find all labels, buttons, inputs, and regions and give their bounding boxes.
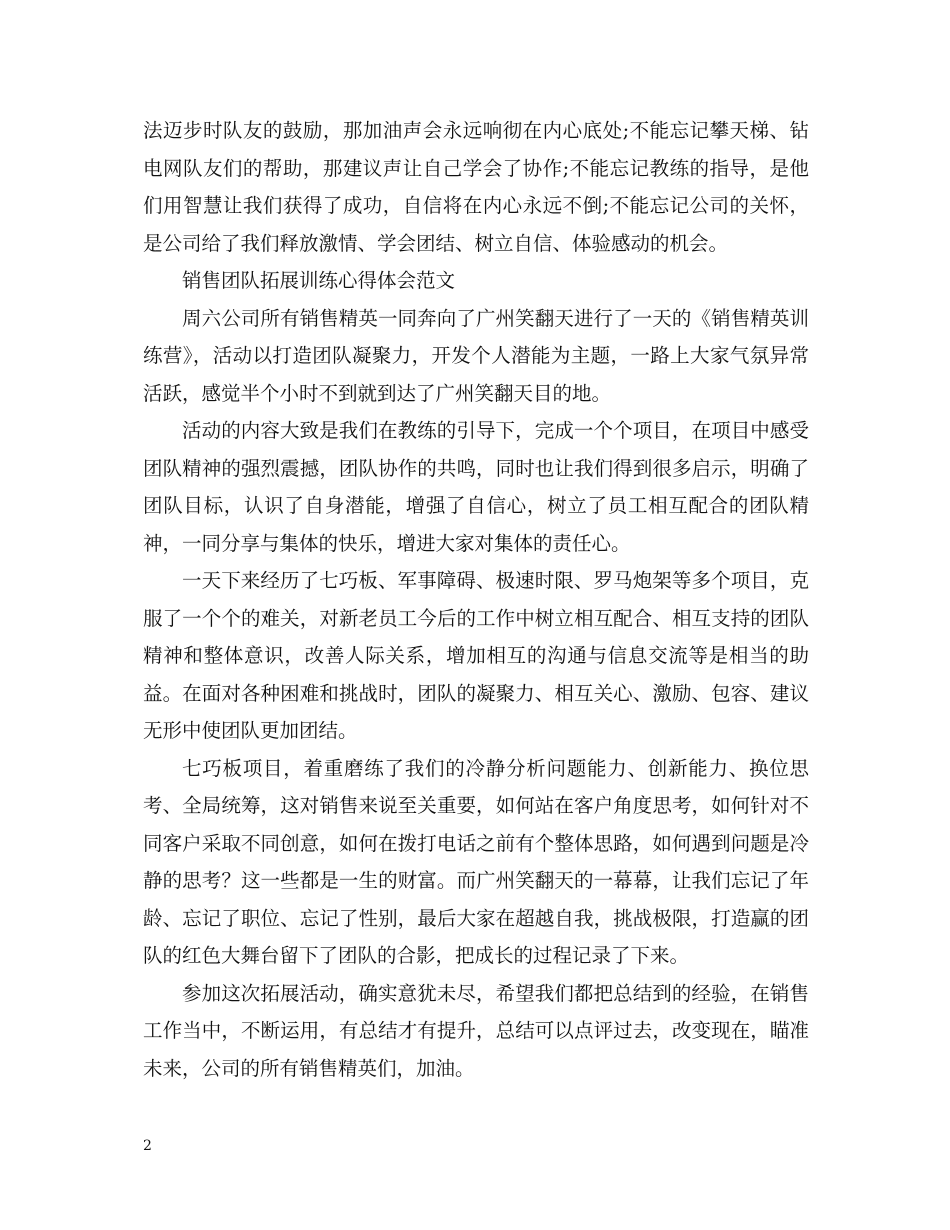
paragraph-projects: 一天下来经历了七巧板、军事障碍、极速时限、罗马炮架等多个项目，克服了一个个的难关，对新老员工今后的工作中树立相互配合、相互支持的团队精神和整体意识，改善人际关系，增加相互的沟通与信息交流等是相当的助益。在面对各种困难和挑战时，团队的凝聚力、相互关心、激励、包容、建议无形中使团队更加团结。 xyxy=(143,569,809,742)
paragraph-activity-content: 活动的内容大致是我们在教练的引导下，完成一个个项目，在项目中感受团队精神的强烈震撼，团队协作的共鸣，同时也让我们得到很多启示，明确了团队目标，认识了自身潜能，增强了自信心，树立了员工相互配合的团队精神，一同分享与集体的快乐，增进大家对集体的责任心。 xyxy=(143,419,809,555)
paragraph-continuation: 法迈步时队友的鼓励，那加油声会永远响彻在内心底处;不能忘记攀天梯、钻电网队友们的帮助，那建议声让自己学会了协作;不能忘记教练的指导，是他们用智慧让我们获得了成功，自信将在内心永远不倒;不能忘记公司的关怀，是公司给了我们释放激情、学会团结、树立自信、体验感动的机会。 xyxy=(143,119,809,255)
section-heading: 销售团队拓展训练心得体会范文 xyxy=(182,269,456,292)
paragraph-conclusion: 参加这次拓展活动，确实意犹未尽，希望我们都把总结到的经验，在销售工作当中，不断运用，有总结才有提升，总结可以点评过去，改变现在，瞄准未来，公司的所有销售精英们，加油。 xyxy=(143,981,809,1080)
paragraph-tangram: 七巧板项目，着重磨练了我们的冷静分析问题能力、创新能力、换位思考、全局统筹，这对销售来说至关重要，如何站在客户角度思考，如何针对不同客户采取不同创意，如何在拨打电话之前有个整体思路，如何遇到问题是冷静的思考？这一些都是一生的财富。而广州笑翻天的一幕幕，让我们忘记了年龄、忘记了职位、忘记了性别，最后大家在超越自我，挑战极限，打造赢的团队的红色大舞台留下了团队的合影，把成长的过程记录了下来。 xyxy=(143,756,809,967)
paragraph-intro: 周六公司所有销售精英一同奔向了广州笑翻天进行了一天的《销售精英训练营》，活动以打造团队凝聚力，开发个人潜能为主题，一路上大家气氛异常活跃，感觉半个小时不到就到达了广州笑翻天目的地。 xyxy=(143,306,809,405)
page-number: 2 xyxy=(143,1138,152,1154)
document-body xyxy=(143,112,809,1087)
